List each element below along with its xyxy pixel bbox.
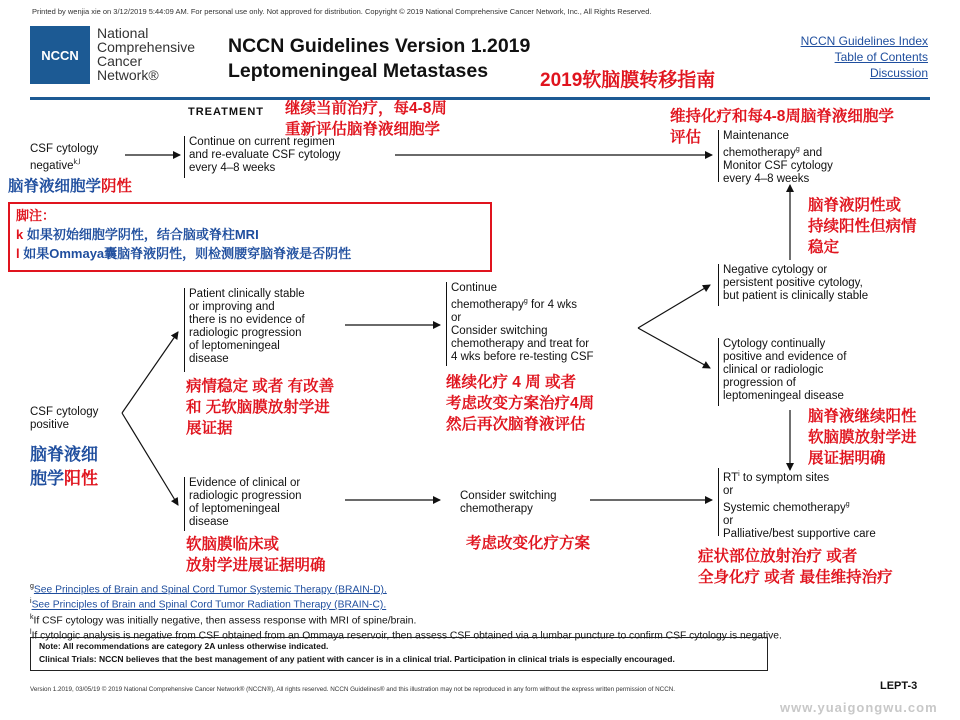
cn-footnote-l-text: 如果Ommaya囊脑脊液阴性，则检测腰穿脑脊液是否阴性 — [19, 246, 352, 261]
footnote-ref-g-2: g — [523, 298, 528, 305]
csf-negative-cn-a: 脑脊液细胞学 — [8, 178, 102, 195]
footnote-i — [30, 596, 782, 611]
footnote-g-mark: g — [30, 583, 34, 590]
rt-options-cn: 症状部位放射治疗 或者 全身化疗 或者 最佳维持治疗 — [698, 548, 893, 586]
positive-result-box: Cytology continually positive and evidence of clinical or radiologic progression of leptomeningeal disease — [718, 338, 846, 406]
csf-negative-label — [30, 143, 98, 173]
footnotes — [30, 581, 782, 643]
cn-footnote-title: 脚注： — [16, 208, 56, 223]
footnote-i-mark: i — [30, 598, 32, 606]
footnote-k-text: If CSF cytology was initially negative, then assess response with MRI of spine/brain. — [33, 615, 417, 627]
chinese-title: 2019软脑膜转移指南 — [540, 70, 716, 91]
radiation-therapy-link[interactable]: See Principles of Brain and Spinal Cord Tumor Radiation Therapy (BRAIN-C). — [31, 599, 387, 611]
csf-positive-label: CSF cytology positive — [30, 406, 99, 431]
continue-regimen-cn: 继续当前治疗，每4-8周 重新评估脑脊液细胞学 — [285, 100, 447, 138]
clinically-stable-cn: 病情稳定 或者 有改善 和 无软脑膜放射学进 展证据 — [186, 378, 335, 437]
logo-text: National Comprehensive Cancer Network® — [97, 25, 196, 83]
note-line2: Clinical Trials: NCCN believes that the best management of any patient with cancer is in a clinical trial. Participation in clinical trials is especially encouraged. — [39, 654, 675, 664]
arrow-chemo-to-positive-result — [638, 328, 710, 368]
table-of-contents-link[interactable]: Table of Contents — [834, 50, 928, 64]
nccn-logo: NCCN — [30, 26, 90, 84]
arrow-chemo-to-negative-result — [638, 285, 710, 328]
clinically-stable-box: Patient clinically stable or improving and there is no evidence of radiologic progression of leptomeningeal disease — [184, 288, 305, 372]
cn-footnote-k — [10, 225, 490, 244]
treatment-header: TREATMENT — [188, 106, 265, 118]
arrow-positive-to-progression — [122, 413, 178, 505]
cn-footnote-k-letter: k — [16, 227, 24, 242]
csf-positive-cn-b: 阳性 — [64, 469, 98, 488]
footnote-ref-i: i — [738, 471, 740, 478]
positive-result-cn: 脑脊液继续阳性 软脑膜放射学进 展证据明确 — [808, 408, 917, 467]
maintenance-box — [718, 130, 833, 185]
footnote-ref-g-3: g — [845, 500, 850, 508]
note-box — [30, 637, 768, 671]
cn-footnote-l-letter: l — [16, 246, 20, 261]
page-number: LEPT-3 — [880, 680, 918, 692]
csf-negative-cn — [8, 176, 132, 197]
csf-positive-cn-a: 脑脊液细 胞学 — [30, 445, 98, 488]
footnote-l-mark: l — [30, 629, 32, 637]
watermark: www.yuaigongwu.com — [780, 700, 938, 715]
footnote-g — [30, 581, 782, 596]
systemic-therapy-link[interactable]: See Principles of Brain and Spinal Cord Tumor Systemic Therapy (BRAIN-D). — [33, 584, 387, 596]
csf-negative-cn-b: 阴性 — [101, 178, 133, 195]
continue-chemo-text-a: Continue chemotherapy — [451, 282, 524, 311]
cn-footnote-k-text: 如果初始细胞学阴性，结合脑或脊柱MRI — [23, 227, 259, 242]
rt-text-a: RT — [723, 471, 739, 484]
continue-regimen-box: Continue on current regimen and re-evaluate CSF cytology every 4–8 weeks — [184, 136, 341, 178]
footnote-ref-g: g — [795, 146, 800, 153]
print-notice: Printed by wenjia xie on 3/12/2019 5:44:09 AM. For personal use only. Not approved for distribution. Copyright © 2019 National Comprehensive Cancer Network, Inc., All Rights Reserved. — [32, 7, 652, 16]
footnote-k — [30, 612, 782, 627]
title-line1: NCCN Guidelines Version 1.2019 — [228, 35, 531, 57]
switch-chemo-box: Consider switching chemotherapy — [460, 490, 557, 515]
guidelines-index-link[interactable]: NCCN Guidelines Index — [800, 34, 928, 48]
footnote-k-mark: k — [30, 613, 34, 621]
footnote-ref-kl: k,l — [73, 159, 81, 166]
switch-chemo-cn: 考虑改变化疗方案 — [466, 535, 591, 552]
csf-negative-text: CSF cytology negative — [30, 143, 99, 172]
negative-result-cn: 脑脊液阴性或 持续阳性但病情 稳定 — [808, 197, 917, 256]
note-line1: Note: All recommendations are category 2A unless otherwise indicated. — [39, 641, 329, 651]
title-line2: Leptomeningeal Metastases — [228, 60, 489, 82]
maintenance-text-a: Maintenance chemotherapy — [723, 130, 796, 159]
footnote-l-text: If cytologic analysis is negative from CSF obtained from an Ommaya reservoir, then assess CSF obtained via a lumbar puncture to confirm CSF cytology is negative. — [31, 630, 782, 642]
cn-footnote-l — [10, 244, 490, 263]
progression-cn: 软脑膜临床或 放射学进展证据明确 — [186, 536, 326, 574]
discussion-link[interactable]: Discussion — [869, 66, 928, 80]
arrow-positive-to-stable — [122, 332, 178, 413]
rt-text-b: to symptom sites or Systemic chemotherapy — [723, 471, 846, 514]
maintenance-cn: 维持化疗和每4-8周脑脊液细胞学 评估 — [670, 108, 894, 146]
continue-chemo-text-b: for 4 wks or Consider switching chemotherapy and treat for 4 wks before re-testing CSF — [451, 298, 594, 363]
continue-chemo-box — [446, 282, 594, 366]
maintenance-text-b: and Monitor CSF cytology every 4–8 weeks — [723, 146, 833, 185]
cn-footnote-box — [8, 202, 492, 272]
rt-options-box — [718, 468, 876, 540]
rt-text-c: or Palliative/best supportive care — [723, 514, 876, 540]
continue-chemo-cn: 继续化疗 4 周 或者 考虑改变方案治疗4周 然后再次脑脊液评估 — [446, 374, 595, 433]
csf-positive-cn — [30, 443, 98, 491]
negative-result-box: Negative cytology or persistent positive cytology, but patient is clinically stable — [718, 264, 868, 306]
progression-box: Evidence of clinical or radiologic progression of leptomeningeal disease — [184, 477, 302, 531]
footer-copyright: Version 1.2019, 03/05/19 © 2019 National Comprehensive Cancer Network® (NCCN®), All rights reserved. NCCN Guidelines® and this illustration may not be reproduced in any form without the express written permission of NCCN. — [30, 686, 676, 693]
